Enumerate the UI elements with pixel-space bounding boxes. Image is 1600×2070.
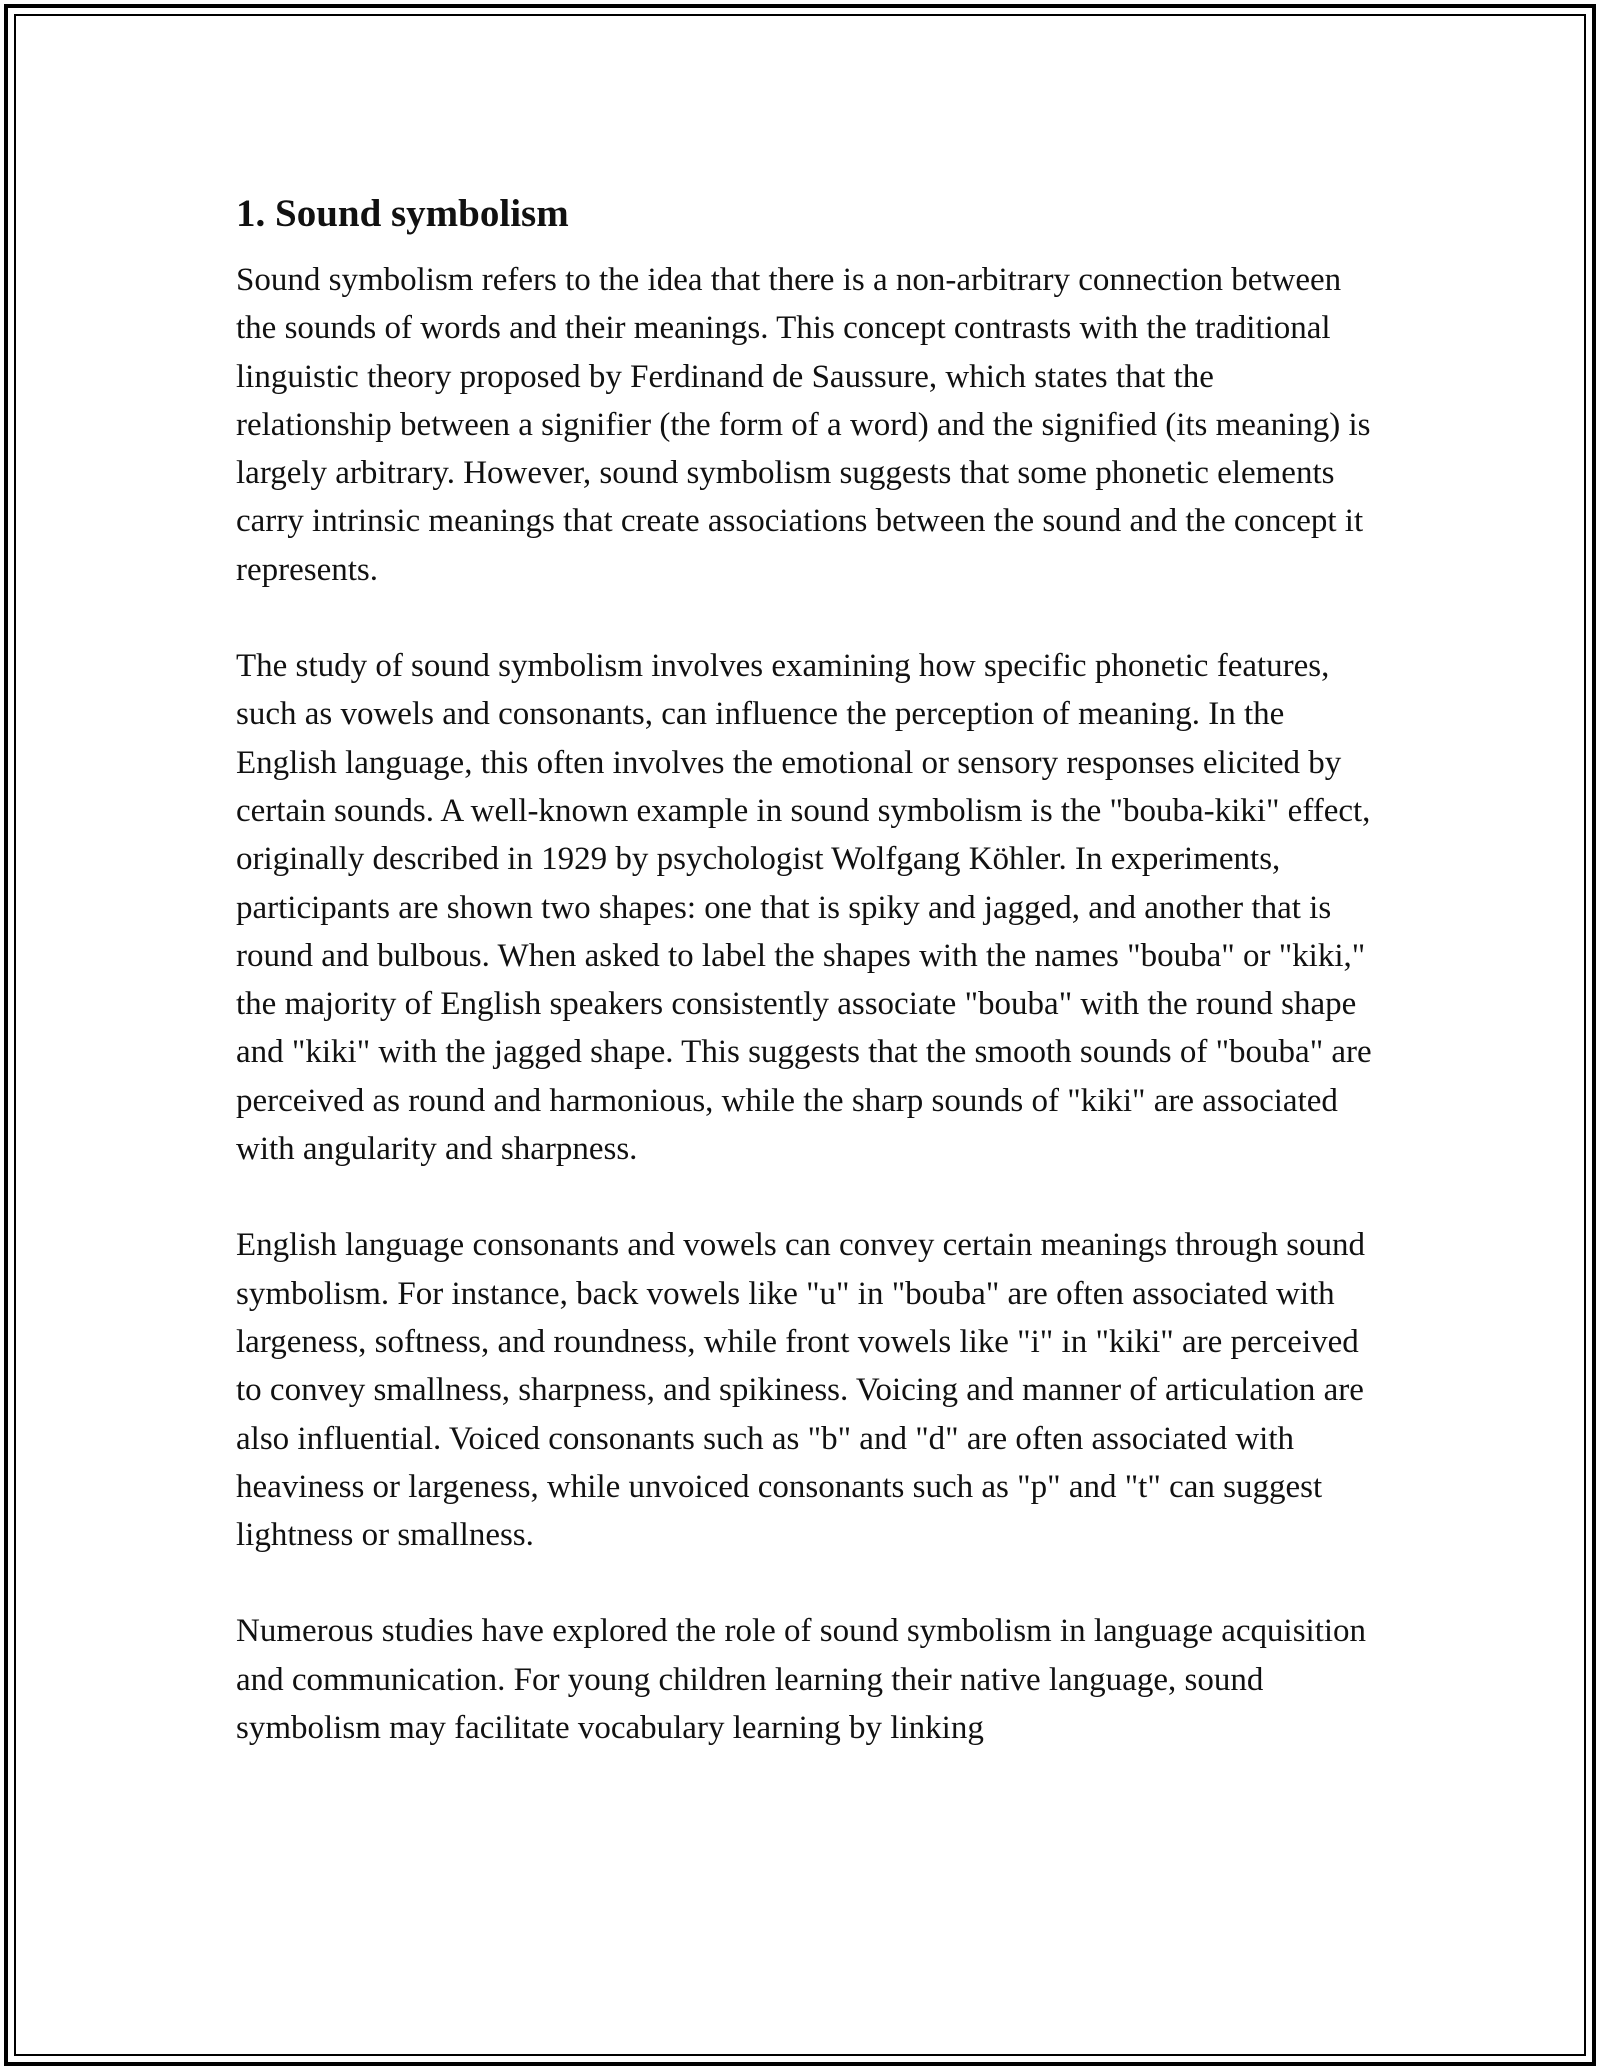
document-body: [236, 186, 1376, 1752]
section-heading: 1. Sound symbolism: [236, 192, 569, 235]
paragraph-2: The study of sound symbolism involves examining how specific phonetic features, such as vowels and consonants, can influence the perception of meaning. In the English language, this often involves the emotional or sensory responses elicited by certain sounds. A well-known example in sound symbolism is the "bouba-kiki" effect, originally described in 1929 by psychologist Wolfgang Köhler. In experiments, participants are shown two shapes: one that is spiky and jagged, and another that is round and bulbous. When asked to label the shapes with the names "bouba" or "kiki," the majority of English speakers consistently associate "bouba" with the round shape and "kiki" with the jagged shape. This suggests that the smooth sounds of "bouba" are perceived as round and harmonious, while the sharp sounds of "kiki" are associated with angularity and sharpness.: [236, 648, 1372, 1168]
paragraph-3: English language consonants and vowels can convey certain meanings through sound symbolism. For instance, back vowels like "u" in "bouba" are often associated with largeness, softness, and roundness, while front vowels like "i" in "kiki" are perceived to convey smallness, sharpness, and spikiness. Voicing and manner of articulation are also influential. Voiced consonants such as "b" and "d" are often associated with heaviness or largeness, while unvoiced consonants such as "p" and "t" can suggest lightness or smallness.: [236, 1227, 1366, 1554]
paragraph-1: Sound symbolism refers to the idea that there is a non-arbitrary connection between the sounds of words and their meanings. This concept contrasts with the traditional linguistic theory proposed by Ferdinand de Saussure, which states that the relationship between a signifier (the form of a word) and the signified (its meaning) is largely arbitrary. However, sound symbolism suggests that some phonetic elements carry intrinsic meanings that create associations between the sound and the concept it represents.: [236, 262, 1371, 588]
paragraph-4: Numerous studies have explored the role of sound symbolism in language acquisition and communication. For young children learning their native language, sound symbolism may facilitate vocabulary learning by linking: [236, 1613, 1367, 1747]
